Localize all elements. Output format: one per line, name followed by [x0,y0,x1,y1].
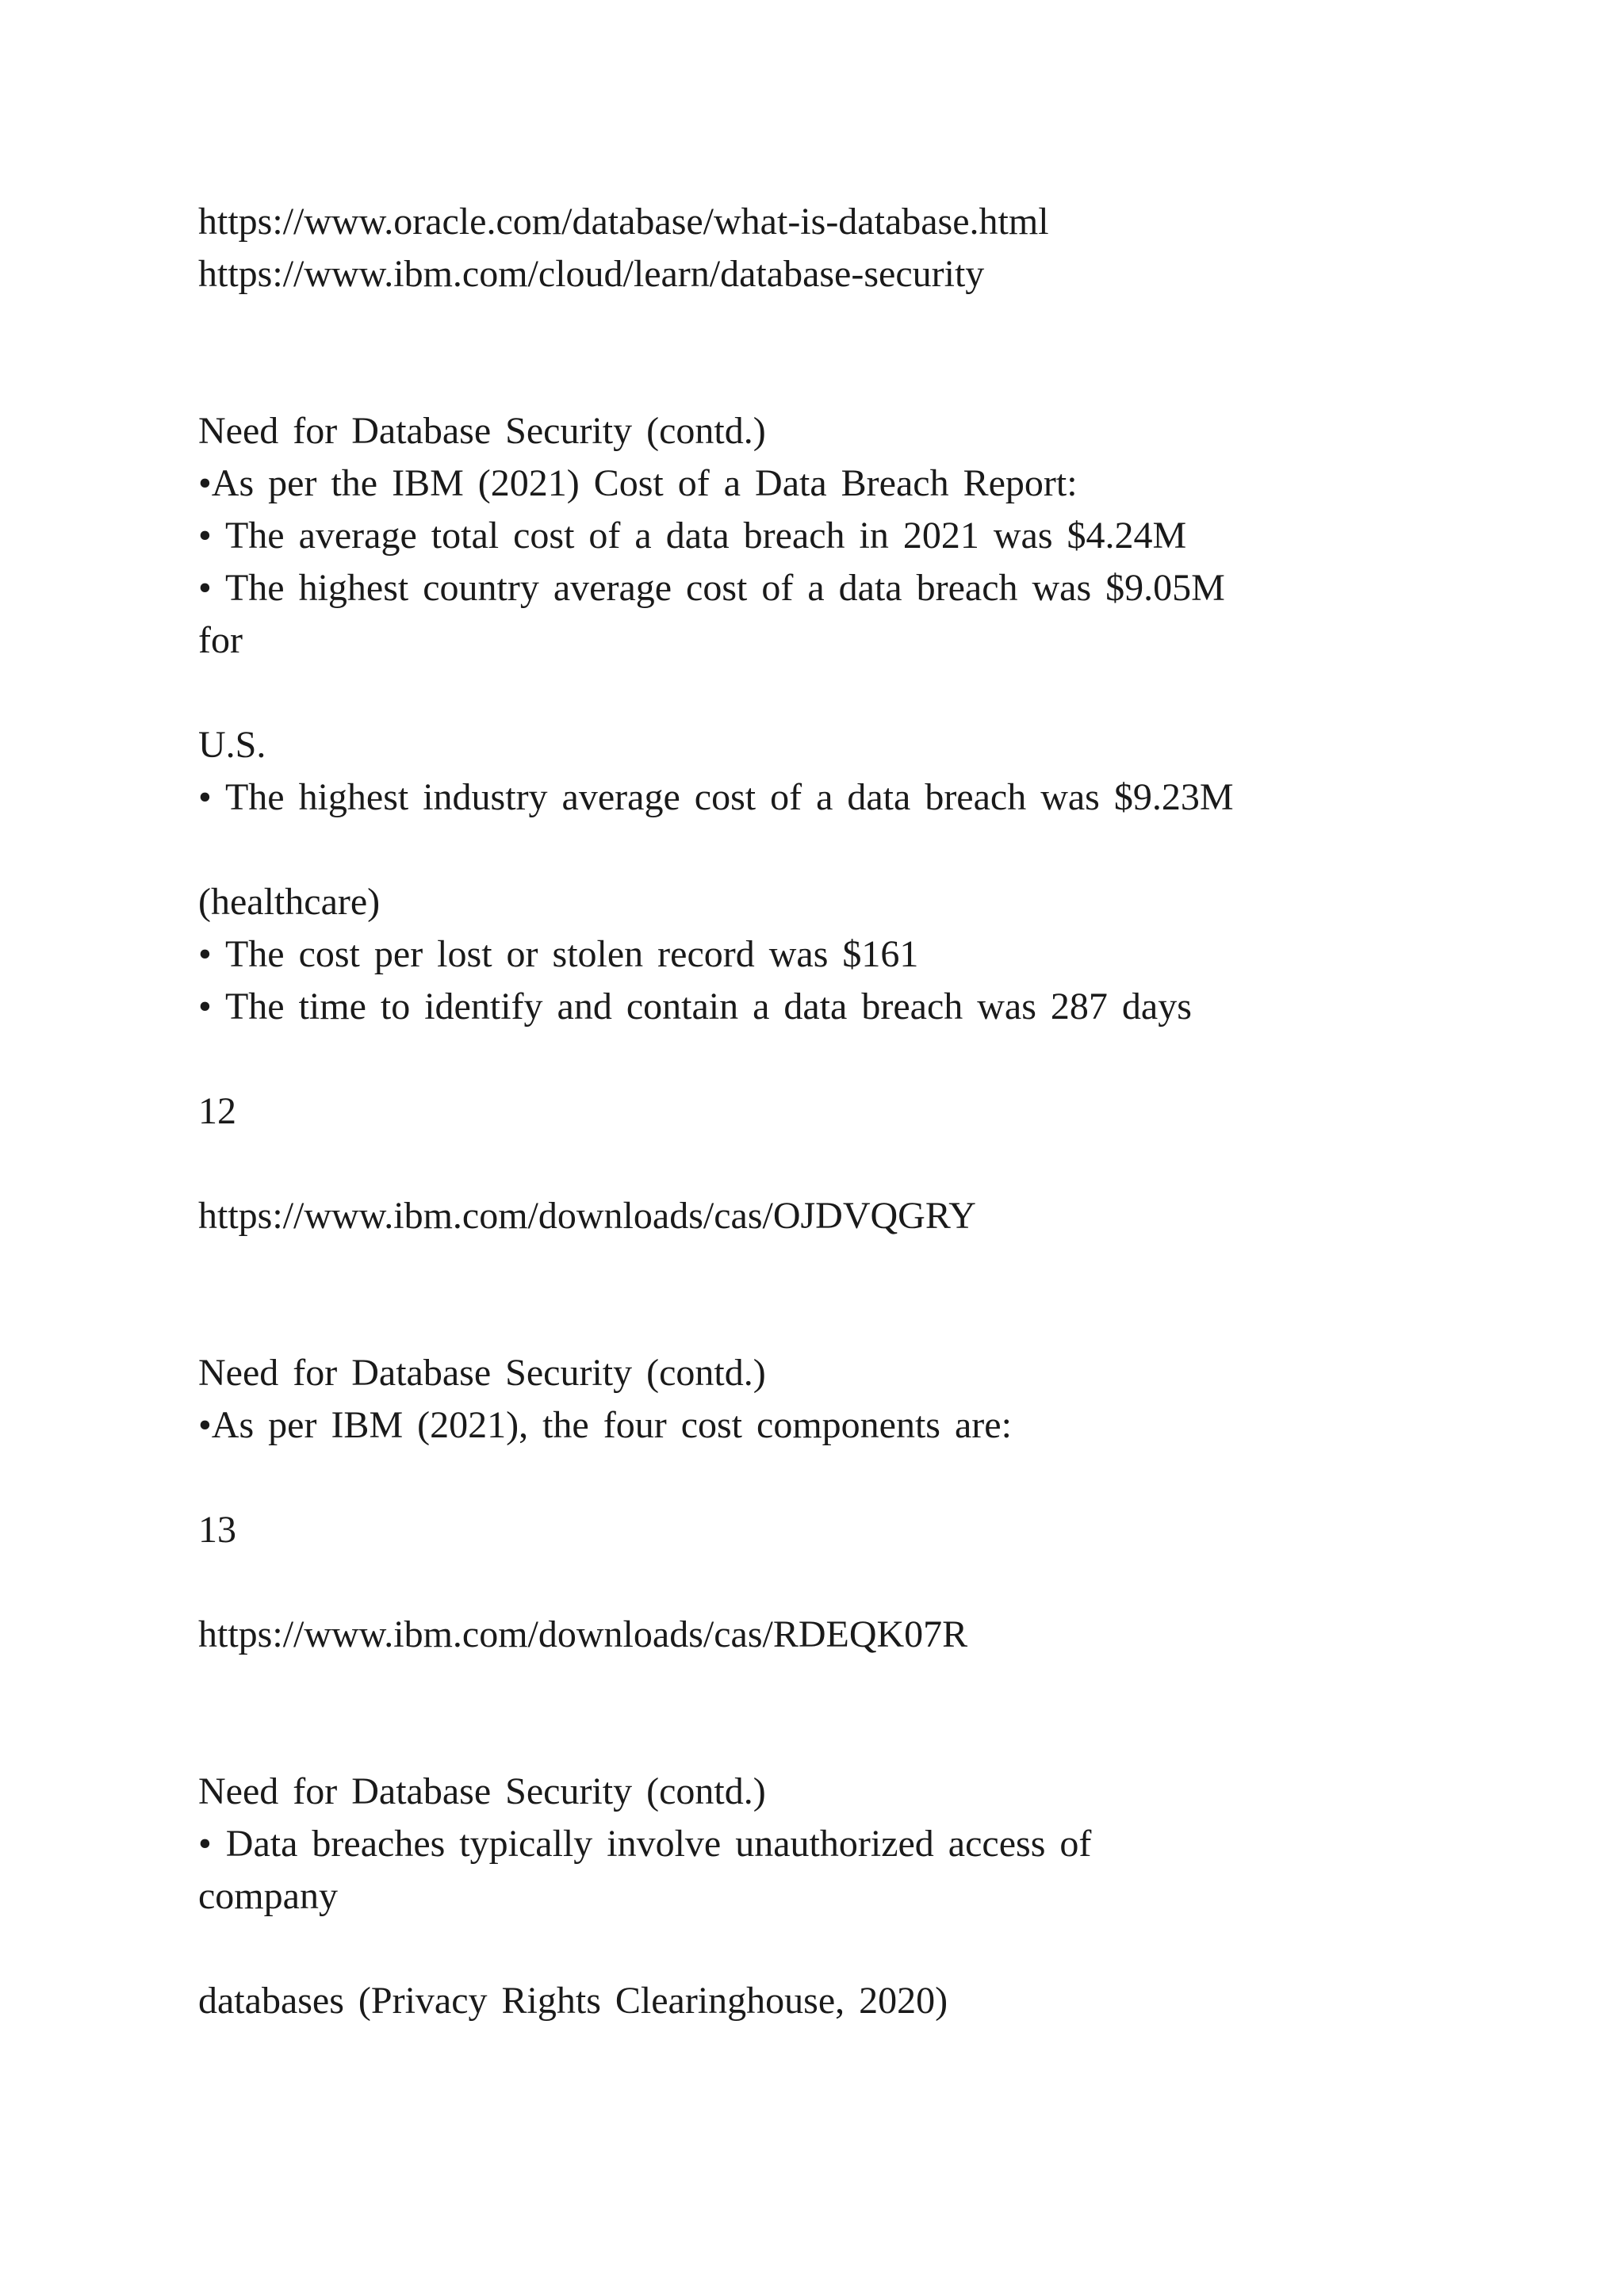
text-line: for [198,619,243,661]
section-heading: Need for Database Security (contd.) [198,1352,766,1394]
section-heading: Need for Database Security (contd.) [198,410,766,452]
bullet-country-cost: • The highest country average cost of a data breach was $9.05M [198,567,1225,609]
bullet-cost-components: •As per IBM (2021), the four cost components are: [198,1404,1012,1446]
page-number: 13 [198,1509,236,1551]
source-url-oracle: https://www.oracle.com/database/what-is-database.html [198,201,1049,243]
text-line: company [198,1875,338,1917]
bullet-time-to-contain: • The time to identify and contain a data breach was 287 days [198,985,1192,1027]
bullet-average-cost: • The average total cost of a data breach in 2021 was $4.24M [198,515,1187,557]
bullet-intro: •As per the IBM (2021) Cost of a Data Breach Report: [198,462,1078,504]
text-line: U.S. [198,724,266,766]
text-line: databases (Privacy Rights Clearinghouse, 2020) [198,1980,948,2022]
bullet-record-cost: • The cost per lost or stolen record was $161 [198,933,919,975]
source-url-ibm-cloud: https://www.ibm.com/cloud/learn/database-security [198,253,985,295]
bullet-industry-cost: • The highest industry average cost of a data breach was $9.23M [198,776,1234,818]
page-number: 12 [198,1090,236,1132]
section-heading: Need for Database Security (contd.) [198,1770,766,1812]
source-url-ibm-report: https://www.ibm.com/downloads/cas/OJDVQGRY [198,1195,976,1237]
bullet-unauthorized-access: • Data breaches typically involve unauthorized access of [198,1823,1092,1865]
source-url-ibm-cost: https://www.ibm.com/downloads/cas/RDEQK07R [198,1613,968,1655]
text-line: (healthcare) [198,881,381,923]
